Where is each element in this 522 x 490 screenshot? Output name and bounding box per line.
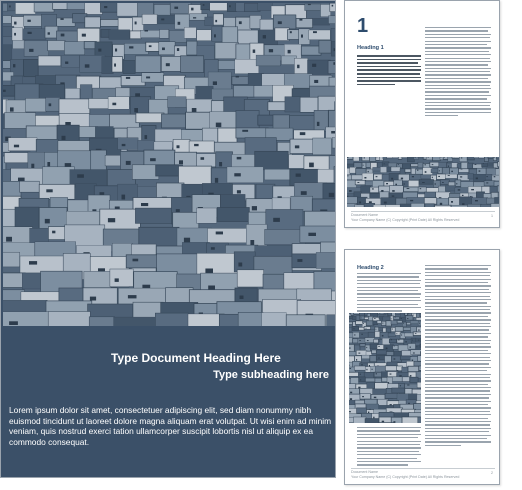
page-1-footer-rule [351,211,495,212]
page-2-photo-image [349,313,421,423]
page-2-heading: Heading 2 [357,265,384,271]
page-2-footer-copyright: Your Company Name (C) Copyright (Print Date) All Rights Reserved [351,474,460,479]
page-2-footer-docname: Document Name [351,470,378,475]
page-2-page-number: 2 [491,471,493,475]
page-2-thumbnail [344,249,500,485]
page-1-page-number: 1 [491,214,493,218]
page-2-left-text-top [357,273,421,314]
cover-photo-favela [3,3,335,326]
page-2-footer [351,470,495,479]
page-2-left-text-bottom [357,427,421,468]
page-1-column-text [425,27,491,119]
cover-heading: Type Document Heading Here [111,351,281,365]
page-1-photo-image [347,157,499,207]
page-1-number: 1 [357,15,369,37]
page-2-right-text [425,265,491,448]
page-2-photo [349,313,421,423]
page-1-heading: Heading 1 [357,45,384,51]
page-1-intro-text [357,55,421,87]
page-1-footer-docname: Document Name [351,213,378,218]
page-1-footer [351,213,495,222]
cover-photo-image [3,3,335,326]
page-1-thumbnail [344,0,500,228]
page-2-footer-rule [351,468,495,469]
page-1-footer-copyright: Your Company Name (C) Copyright (Print Date) All Rights Reserved [351,217,460,222]
cover-subheading: Type subheading here [213,369,329,381]
cover-body-text: Lorem ipsum dolor sit amet, consectetuer adipiscing elit, sed diam nonummy nibh euismod tincidunt ut laoreet dolore magna aliquam erat volutpat. Ut wisi enim ad minim veniam, quis nostrud exerci tation ullamcorper suscipit lobortis nisl ut aliquip ex ea commodo consequat. [9,405,332,447]
page-1-photo [347,157,499,207]
